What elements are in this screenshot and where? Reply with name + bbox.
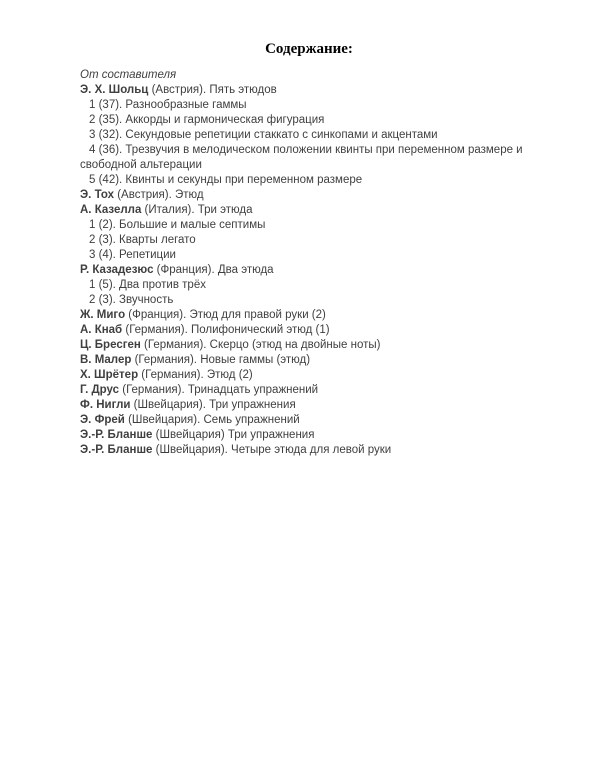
author-name: Ж. Миго: [80, 309, 126, 321]
author-name: В. Малер: [80, 354, 132, 366]
toc-author-entry: Э.-Р. Бланше (Швейцария). Четыре этюда для левой руки: [80, 444, 392, 456]
toc-author-entry: Р. Казадезюс (Франция). Два этюда: [80, 264, 274, 276]
toc-sub-entry: 1 (37). Разнообразные гаммы: [89, 99, 247, 111]
toc-author-entry: Ф. Нигли (Швейцария). Три упражнения: [80, 399, 296, 411]
preface-line: От составителя: [80, 69, 177, 81]
toc-author-entry: Э. Тох (Австрия). Этюд: [80, 189, 204, 201]
author-name: Э. Тох: [80, 189, 115, 201]
author-name: А. Казелла: [80, 204, 142, 216]
toc-author-entry: Г. Друс (Германия). Тринадцать упражнений: [80, 384, 319, 396]
toc-author-entry: Э. Х. Шольц (Австрия). Пять этюдов: [80, 84, 277, 96]
toc-sub-entry: 2 (3). Звучность: [89, 294, 174, 306]
toc-sub-entry: 4 (36). Трезвучия в мелодическом положении квинты при переменном размере и свободной альтерации: [80, 144, 523, 171]
author-name: Х. Шрётер: [80, 369, 139, 381]
toc-sub-entry: 1 (5). Два против трёх: [89, 279, 206, 291]
toc-author-entry: Э. Фрей (Швейцария). Семь упражнений: [80, 414, 300, 426]
toc-sub-entry: 1 (2). Большие и малые септимы: [89, 219, 266, 231]
author-name: Ц. Бресген: [80, 339, 141, 351]
author-name: Э.-Р. Бланше: [80, 429, 153, 441]
toc-author-entry: Х. Шрётер (Германия). Этюд (2): [80, 369, 253, 381]
author-name: Ф. Нигли: [80, 399, 131, 411]
toc-sub-entry: 2 (3). Кварты легато: [89, 234, 196, 246]
author-name: А. Кнаб: [80, 324, 123, 336]
author-name: Э. Х. Шольц: [80, 84, 149, 96]
toc-author-entry: Э.-Р. Бланше (Швейцария) Три упражнения: [80, 429, 315, 441]
toc-sub-entry: 3 (4). Репетиции: [89, 249, 176, 261]
toc-author-entry: А. Кнаб (Германия). Полифонический этюд (1): [80, 324, 330, 336]
table-of-contents: [80, 40, 538, 458]
toc-author-entry: Ж. Миго (Франция). Этюд для правой руки (2): [80, 309, 326, 321]
author-name: Г. Друс: [80, 384, 120, 396]
toc-author-entry: В. Малер (Германия). Новые гаммы (этюд): [80, 354, 311, 366]
toc-author-entry: А. Казелла (Италия). Три этюда: [80, 204, 253, 216]
toc-list: [80, 68, 538, 458]
toc-sub-entry: 2 (35). Аккорды и гармоническая фигурация: [89, 114, 325, 126]
author-name: Р. Казадезюс: [80, 264, 154, 276]
toc-sub-entry: 3 (32). Секундовые репетиции стаккато с синкопами и акцентами: [89, 129, 438, 141]
toc-author-entry: Ц. Бресген (Германия). Скерцо (этюд на двойные ноты): [80, 339, 381, 351]
author-name: Э. Фрей: [80, 414, 125, 426]
toc-sub-entry: 5 (42). Квинты и секунды при переменном размере: [89, 174, 363, 186]
author-name: Э.-Р. Бланше: [80, 444, 153, 456]
page-title: Содержание:: [265, 41, 353, 57]
